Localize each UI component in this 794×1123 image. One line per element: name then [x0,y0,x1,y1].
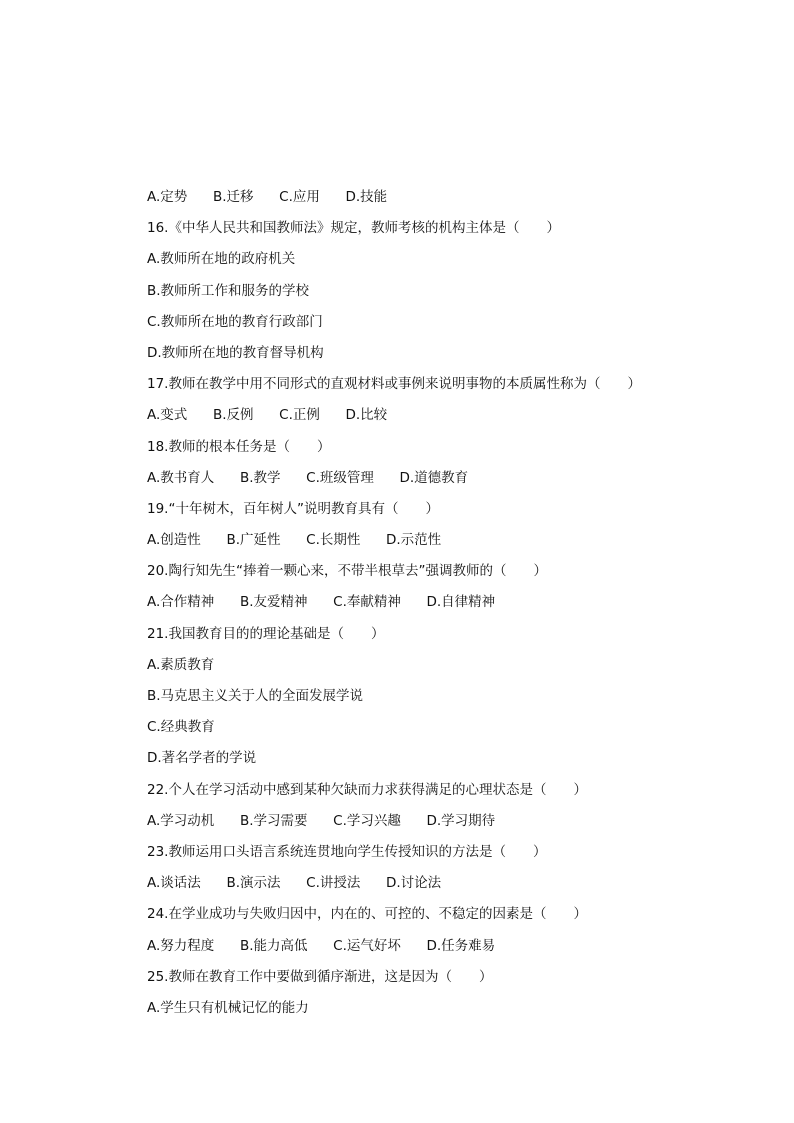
answer-option: B.反例 [212,407,254,424]
answer-option: C.运气好坏 [333,937,401,954]
answer-option: D.自律精神 [426,594,496,611]
question-stem: 25.教师在教育工作中要做到循序渐进，这是因为（ ） [147,968,493,985]
question-stem: 16.《中华人民共和国教师法》规定，教师考核的机构主体是（ ） [147,220,560,237]
answer-option: A.变式 [147,407,188,424]
answer-option: A.素质教育 [147,656,215,673]
answer-option: B.广延性 [226,532,281,549]
answer-option: B.教学 [239,469,281,486]
answer-option: C.正例 [279,407,320,424]
answer-options-row [147,465,707,496]
answer-option: C.教师所在地的教育行政部门 [147,313,323,330]
answer-option: C.奉献精神 [333,594,401,611]
question-stem: 21.我国教育目的的理论基础是（ ） [147,625,385,642]
answer-option: C.班级管理 [306,469,374,486]
answer-option: A.合作精神 [147,594,215,611]
question-stem: 19.“十年树木，百年树人”说明教育具有（ ） [147,500,439,517]
answer-option: A.教书育人 [147,469,215,486]
answer-option: A.谈话法 [147,875,201,892]
question-stem: 23.教师运用口头语言系统连贯地向学生传授知识的方法是（ ） [147,843,547,860]
answer-option: B.友爱精神 [239,594,308,611]
answer-option: B.能力高低 [239,937,308,954]
question-stem: 22.个人在学习活动中感到某种欠缺而力求获得满足的心理状态是（ ） [147,781,587,798]
answer-option: A.学习动机 [147,812,215,829]
answer-option: A.学生只有机械记忆的能力 [147,999,309,1016]
answer-option: D.技能 [345,189,388,205]
answer-option: C.经典教育 [147,719,215,736]
answer-options-row [147,870,707,901]
question-stem: 17.教师在教学中用不同形式的直观材料或事例来说明事物的本质属性称为（ ） [147,376,641,393]
answer-option: D.教师所在地的教育督导机构 [147,344,324,361]
answer-options-row [147,933,707,964]
question-stem: 20.陶行知先生“捧着一颗心来，不带半根草去”强调教师的（ ） [147,563,547,580]
answer-option: D.比较 [345,407,388,424]
answer-options-row [147,184,707,215]
answer-option: A.努力程度 [147,937,215,954]
answer-option: C.学习兴趣 [333,812,401,829]
answer-option: B.马克思主义关于人的全面发展学说 [147,688,364,704]
question-stem: 24.在学业成功与失败归因中，内在的、可控的、不稳定的因素是（ ） [147,906,587,923]
answer-option: C.应用 [279,189,320,205]
answer-option: C.讲授法 [306,875,361,892]
answer-option: D.学习期待 [426,812,496,829]
answer-option: B.教师所工作和服务的学校 [147,282,310,299]
question-stem: 18.教师的根本任务是（ ） [147,438,331,455]
answer-option: A.教师所在地的政府机关 [147,251,296,268]
question-list [147,184,707,1026]
answer-option: B.演示法 [226,875,281,892]
answer-option: D.示范性 [386,532,442,549]
answer-options-row [147,808,707,839]
answer-option: D.著名学者的学说 [147,750,257,767]
answer-option: D.讨论法 [386,875,442,892]
answer-option: C.长期性 [306,532,361,549]
answer-options-row [147,402,707,433]
answer-option: D.道德教育 [399,469,469,486]
answer-option: B.学习需要 [239,812,308,829]
answer-option: D.任务难易 [426,937,496,954]
answer-options-row [147,589,707,620]
answer-options-row [147,527,707,558]
answer-option: B.迁移 [212,189,254,205]
answer-option: A.创造性 [147,532,201,549]
answer-option: A.定势 [147,189,188,205]
